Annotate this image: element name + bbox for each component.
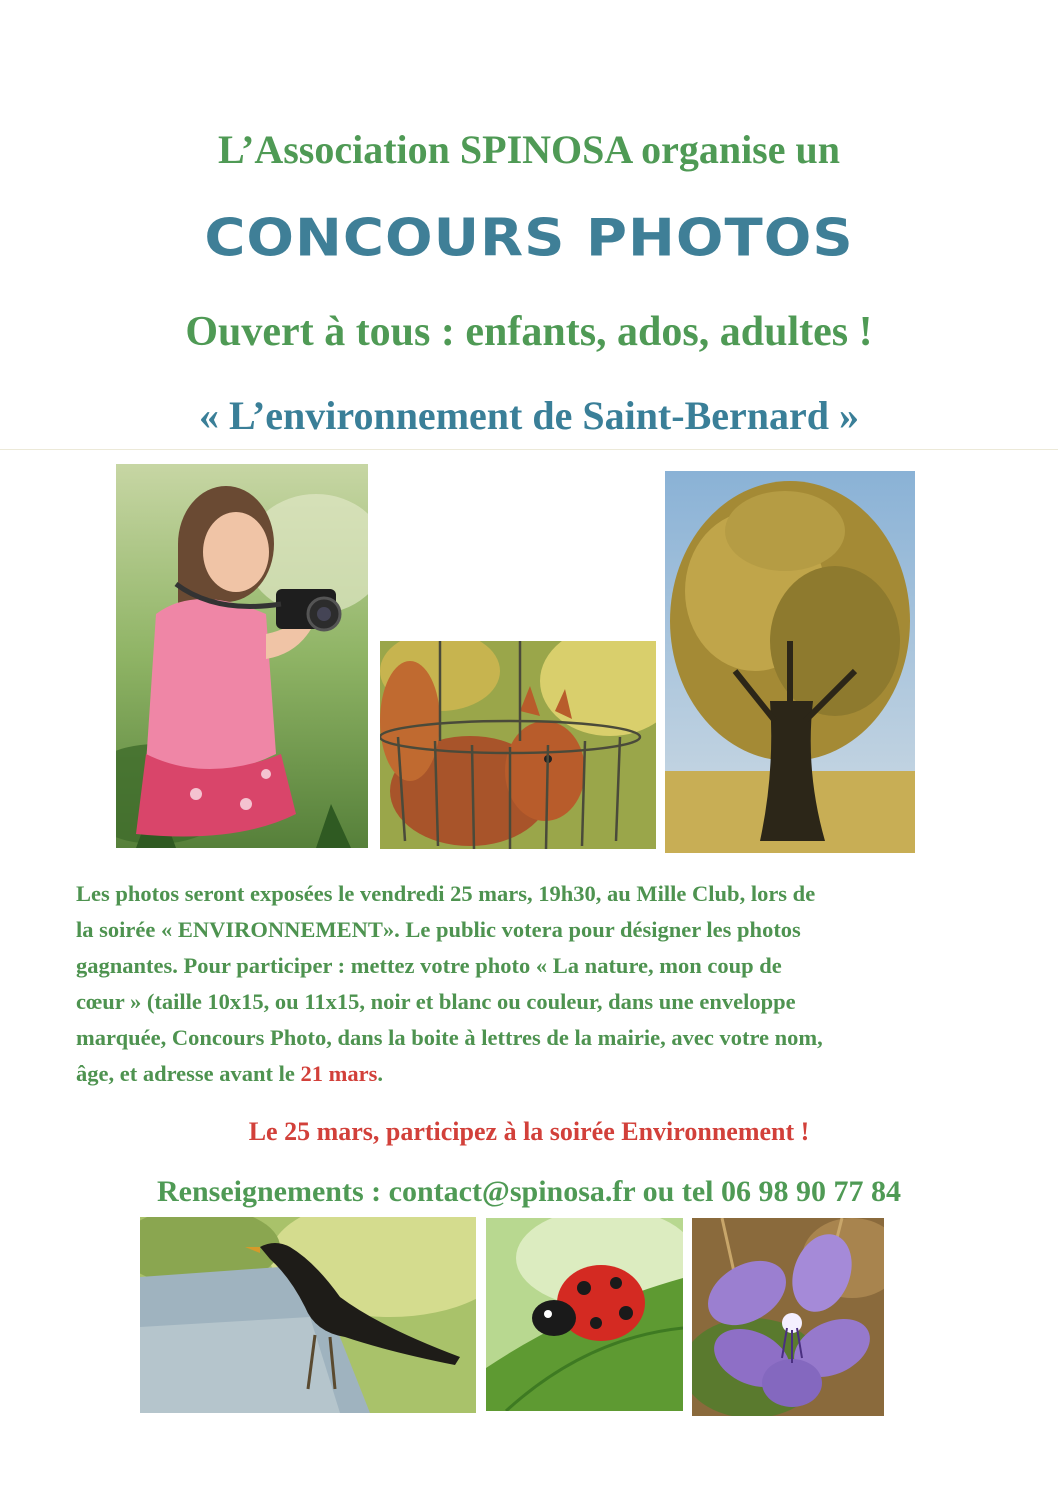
- photo-girl-with-camera: [116, 464, 368, 848]
- photo-squirrels-cage: [380, 641, 656, 849]
- description-line: [76, 1056, 988, 1092]
- photo-violet-flower: [692, 1218, 884, 1416]
- description-line: la soirée « ENVIRONNEMENT». Le public votera pour désigner les photos: [76, 917, 801, 942]
- photo-oak-tree: [665, 471, 915, 853]
- contact-info: Renseignements : contact@spinosa.fr ou tel 06 98 90 77 84: [157, 1175, 901, 1208]
- photo-blackbird: [140, 1217, 476, 1413]
- divider: [0, 449, 1058, 450]
- deadline-date: 21 mars: [300, 1061, 378, 1086]
- photo-ladybug: [486, 1218, 683, 1411]
- description-line: cœur » (taille 10x15, ou 11x15, noir et blanc ou couleur, dans une enveloppe: [76, 989, 796, 1014]
- contest-description: [76, 876, 988, 1092]
- description-line: Les photos seront exposées le vendredi 25 mars, 19h30, au Mille Club, lors de: [76, 881, 816, 906]
- description-line: marquée, Concours Photo, dans la boite à lettres de la mairie, avec votre nom,: [76, 1025, 823, 1050]
- event-invitation: Le 25 mars, participez à la soirée Environnement !: [248, 1117, 810, 1146]
- description-last-suffix: .: [377, 1061, 384, 1086]
- theme-heading: « L’environnement de Saint-Bernard »: [198, 393, 860, 438]
- audience-heading: Ouvert à tous : enfants, ados, adultes !: [185, 309, 873, 355]
- intro-heading: L’Association SPINOSA organise un: [218, 127, 840, 172]
- description-line: gagnantes. Pour participer : mettez votre photo « La nature, mon coup de: [76, 953, 782, 978]
- description-last-prefix: âge, et adresse avant le: [76, 1061, 301, 1086]
- contest-title: CONCOURS PHOTOS: [204, 208, 854, 269]
